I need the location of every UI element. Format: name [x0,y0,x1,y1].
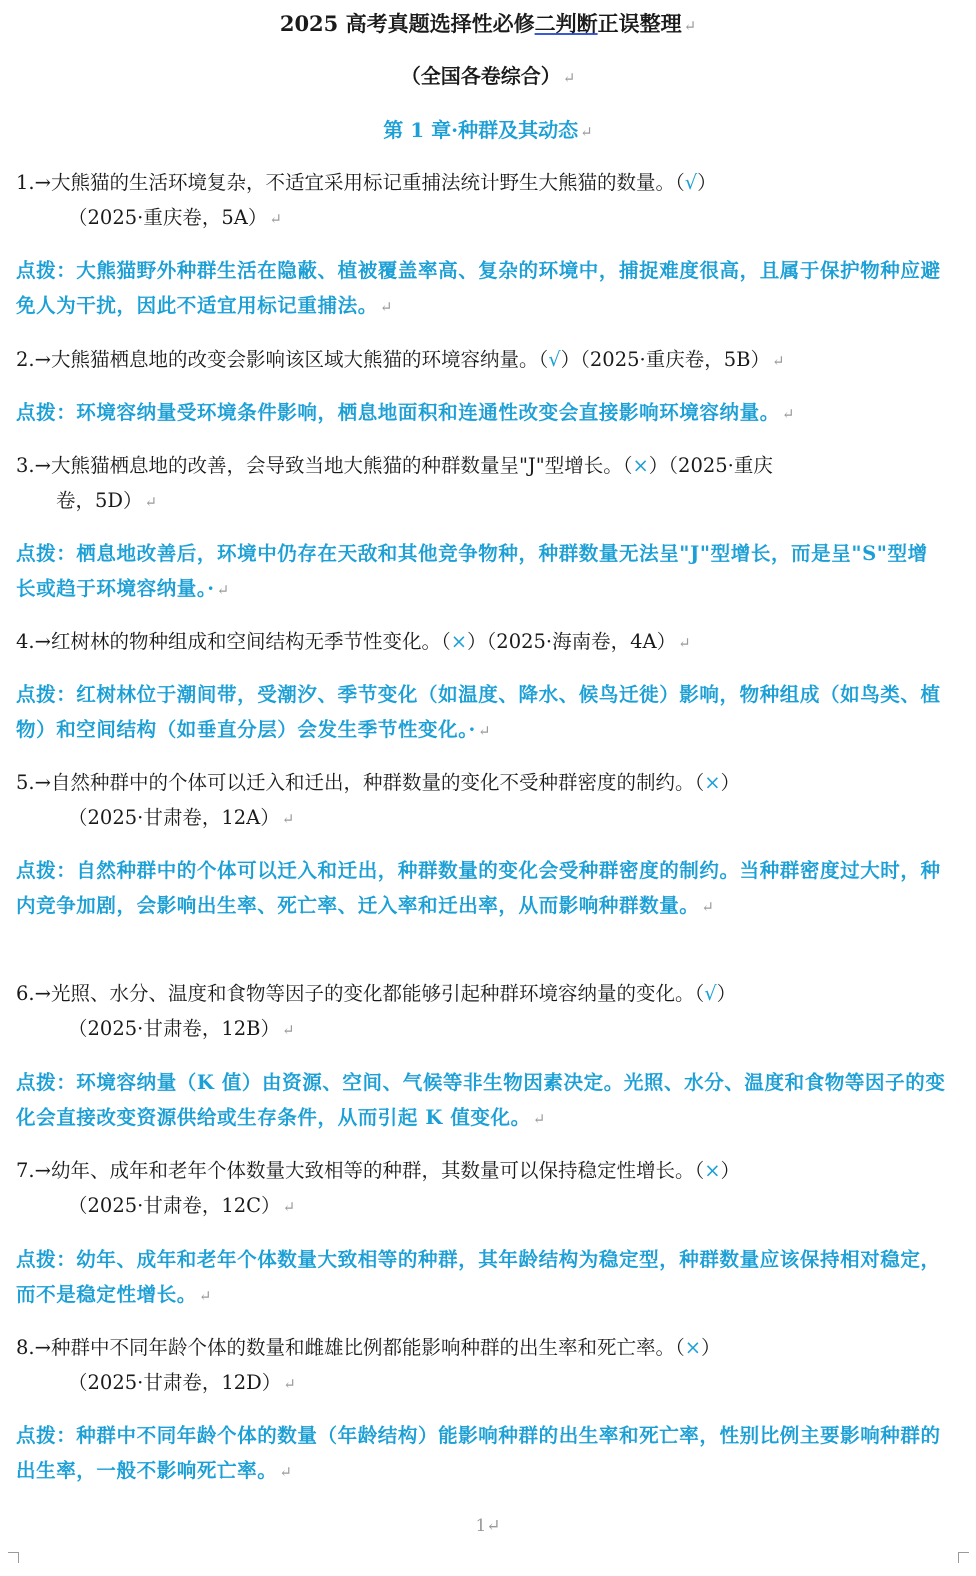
question-6 [16,976,946,1048]
answer-mark: × [684,1336,702,1359]
tip-text: 点拨：栖息地改善后，环境中仍存在天敌和其他竞争物种，种群数量无法呈"J"型增长，而是呈"S"型增长或趋于环境容纳量。· [16,542,928,600]
question-source: （2025·甘肃卷，12A） ↵ [68,806,295,829]
paragraph-mark: ↵ [781,405,795,423]
question-close: ）（2025·重庆 [648,454,773,477]
page-corner-mark [958,1552,969,1563]
question-text: 4.→红树林的物种组成和空间结构无季节性变化。（ [16,630,451,653]
question-text: 6.→光照、水分、温度和食物等因子的变化都能够引起种群环境容纳量的变化。（ [16,982,705,1005]
paragraph-mark: ↵ [198,1287,213,1305]
paragraph-mark: ↵ [771,352,785,370]
tip-text: 点拨：环境容纳量（K 值）由资源、空间、气候等非生物因素决定。光照、水分、温度和食物等因子的变化会直接改变资源供给或生存条件，从而引起 K 值变化。 [16,1071,946,1129]
title-part-c: 正误整理 [597,11,682,36]
page-number: 1↵ [475,1516,501,1536]
tip-text: 点拨：环境容纳量受环境条件影响，栖息地面积和连通性改变会直接影响环境容纳量。 [16,401,780,424]
question-text: 3.→大熊猫栖息地的改善，会导致当地大熊猫的种群数量呈"J"型增长。（ [16,454,633,477]
answer-mark: × [704,771,721,794]
question-source: （2025·甘肃卷，12B） ↵ [68,1017,295,1040]
answer-mark: × [632,454,649,477]
answer-mark: √ [704,982,717,1005]
tip-6 [16,1065,946,1137]
paragraph-mark: ↵ [283,1375,296,1393]
paragraph-mark: ↵ [532,1110,546,1128]
question-7 [16,1153,946,1225]
document-subtitle [0,62,976,92]
paragraph-mark: ↵ [144,493,158,511]
tip-1 [16,253,946,325]
paragraph-mark: ↵ [269,210,282,228]
paragraph-mark: ↵ [279,1463,293,1481]
paragraph-mark: ↵ [580,123,593,141]
chapter-text: 第 1 章·种群及其动态 [383,118,579,142]
question-close: ）（2025·重庆卷，5B） [560,348,770,371]
question-close: ）（2025·海南卷，4A） [467,630,677,653]
tip-5 [16,853,946,925]
question-8 [16,1330,946,1402]
question-source: （2025·重庆卷，5A） ↵ [68,206,282,229]
tip-text: 点拨：种群中不同年龄个体的数量（年龄结构）能影响种群的出生率和死亡率，性别比例主要影响种群的出生率，一般不影响死亡率。 [16,1424,941,1482]
answer-mark: × [450,630,468,653]
question-close: ） [697,171,717,194]
question-2 [16,342,946,379]
document-title [0,10,976,40]
question-text: 2.→大熊猫栖息地的改变会影响该区域大熊猫的环境容纳量。（ [16,348,549,371]
question-close: ） [716,982,737,1005]
page-corner-mark [8,1552,19,1563]
question-text: 1.→大熊猫的生活环境复杂，不适宜采用标记重捕法统计野生大熊猫的数量。（ [16,171,685,194]
question-1 [16,165,946,237]
tip-7 [16,1242,946,1314]
question-text: 7.→幼年、成年和老年个体数量大致相等的种群，其数量可以保持稳定性增长。（ [16,1159,705,1182]
question-3 [16,448,946,520]
question-close: ） [720,771,741,794]
tip-text: 点拨：幼年、成年和老年个体数量大致相等的种群，其年龄结构为稳定型，种群数量应该保持相对稳定，而不是稳定性增长。 [16,1248,941,1306]
paragraph-mark: ↵ [281,810,295,828]
paragraph-mark: ↵ [379,298,393,316]
paragraph-mark: ↵ [477,722,492,740]
tip-text: 点拨：自然种群中的个体可以迁入和迁出，种群数量的变化会受种群密度的制约。当种群密度过大时，种内竞争加剧，会影响出生率、死亡率、迁入率和迁出率，从而影响种群数量。 [16,859,941,917]
paragraph-mark: ↵ [683,17,697,35]
question-text: 8.→种群中不同年龄个体的数量和雌雄比例都能影响种群的出生率和死亡率。（ [16,1336,685,1359]
subtitle-text: （全国各卷综合） [400,64,561,88]
question-text: 5.→自然种群中的个体可以迁入和迁出，种群数量的变化不受种群密度的制约。（ [16,771,705,794]
tip-4 [16,677,946,749]
tip-3 [16,536,946,608]
paragraph-mark: ↵ [562,69,576,87]
paragraph-mark: ↵ [678,634,691,652]
question-source: 卷，5D） ↵ [56,489,158,512]
title-part-a: 2025 高考真题选择性必修 [279,11,535,36]
question-4 [16,624,946,661]
paragraph-mark: ↵ [282,1198,296,1216]
chapter-heading [0,116,976,146]
answer-mark: √ [684,171,698,194]
title-part-b: 二判断 [534,11,598,36]
question-close: ） [701,1336,721,1359]
tip-8 [16,1418,946,1490]
tip-text: 点拨：大熊猫野外种群生活在隐蔽、植被覆盖率高、复杂的环境中，捕捉难度很高，且属于保护物种应避免人为干扰，因此不适宜用标记重捕法。 [16,259,941,317]
paragraph-mark: ↵ [701,898,715,916]
paragraph-mark: ↵ [281,1021,295,1039]
question-close: ） [720,1159,741,1182]
answer-mark: × [704,1159,721,1182]
question-source: （2025·甘肃卷，12C） ↵ [68,1194,296,1217]
tip-2 [16,395,946,432]
question-source: （2025·甘肃卷，12D） ↵ [68,1371,296,1394]
answer-mark: √ [548,348,561,371]
paragraph-mark: ↵ [216,581,230,599]
question-5 [16,765,946,837]
tip-text: 点拨：红树林位于潮间带，受潮汐、季节变化（如温度、降水、候鸟迁徙）影响，物种组成（如鸟类、植物）和空间结构（如垂直分层）会发生季节性变化。· [16,683,941,741]
